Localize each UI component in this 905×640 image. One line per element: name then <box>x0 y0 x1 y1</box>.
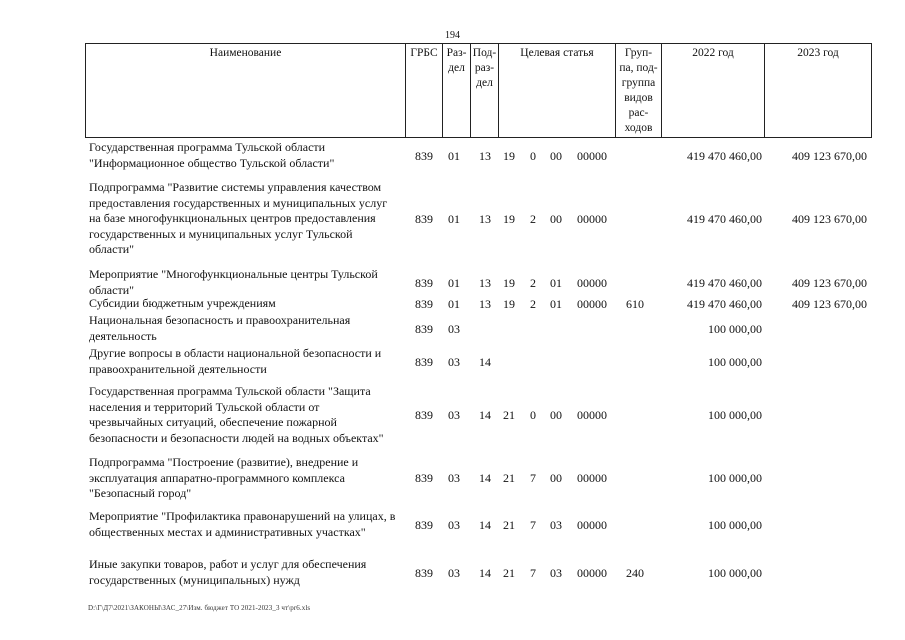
cell-prz: 14 <box>479 565 491 580</box>
header-group-line: па, под- <box>619 62 658 74</box>
cell-t2: 7 <box>530 565 536 580</box>
cell-t3: 03 <box>550 565 562 580</box>
cell-t4: 00000 <box>577 211 607 226</box>
cell-t4: 00000 <box>577 275 607 290</box>
row-name <box>89 557 405 588</box>
cell-grbs: 839 <box>415 148 433 163</box>
table-row <box>0 140 905 171</box>
table-row <box>0 509 905 540</box>
row-name-line: Национальная безопасность и правоохранительная <box>89 313 351 327</box>
cell-t2: 0 <box>530 408 536 422</box>
cell-amount-2022: 100 000,00 <box>708 408 762 422</box>
table-header <box>85 43 872 138</box>
cell-t3: 03 <box>550 517 562 532</box>
table-row <box>0 346 905 377</box>
cell-rz: 01 <box>448 275 460 290</box>
row-name-line: безопасности и безопасности людей на водных объектах" <box>89 430 384 445</box>
header-podrazdel <box>471 44 499 137</box>
cell-t2: 7 <box>530 471 536 486</box>
cell-grbs: 839 <box>415 517 433 532</box>
cell-t4: 00000 <box>577 565 607 580</box>
cell-grbs: 839 <box>415 471 433 486</box>
header-group-line: группа <box>621 77 656 89</box>
cell-grbs: 839 <box>415 354 433 369</box>
cell-t2: 2 <box>530 211 536 226</box>
row-name-line: Мероприятие "Многофункциональные центры Тульской <box>89 267 378 281</box>
cell-amount-2023: 409 123 670,00 <box>792 148 867 163</box>
cell-t1: 21 <box>503 471 515 486</box>
cell-vr: 240 <box>626 565 644 580</box>
cell-t3: 00 <box>550 408 562 422</box>
cell-amount-2022: 419 470 460,00 <box>687 211 762 226</box>
cell-grbs: 839 <box>415 565 433 580</box>
cell-t2: 0 <box>530 148 536 163</box>
row-name <box>89 384 405 446</box>
cell-t1: 21 <box>503 565 515 580</box>
cell-prz: 13 <box>479 148 491 163</box>
cell-t4: 00000 <box>577 471 607 486</box>
cell-amount-2023: 409 123 670,00 <box>792 296 867 311</box>
row-name-line: предоставления государственных и муниципальных услуг <box>89 195 388 210</box>
row-name-line: государственных (муниципальных) нужд <box>89 572 300 587</box>
cell-rz: 03 <box>448 565 460 580</box>
row-name-line: эксплуатация аппаратно-программного комплекса <box>89 470 345 485</box>
row-name <box>89 346 405 377</box>
cell-t4: 00000 <box>577 148 607 163</box>
header-2023: 2023 год <box>797 47 839 59</box>
cell-rz: 01 <box>448 296 460 311</box>
cell-t3: 00 <box>550 211 562 226</box>
header-razdel <box>443 44 471 137</box>
cell-t1: 19 <box>503 296 515 311</box>
header-grbs: ГРБС <box>406 44 443 137</box>
header-2022: 2022 год <box>662 44 765 137</box>
table-row <box>0 384 905 446</box>
cell-t1: 19 <box>503 148 515 163</box>
header-razdel-line: Раз- <box>446 47 467 59</box>
cell-prz: 14 <box>479 517 491 532</box>
file-path-footer: D:\Г\Д7\2021\ЗАКОНЫ\ЗАС_27\Изм. бюджет ТО 2021-2023_3 чт\pr6.xls <box>88 604 311 612</box>
cell-t4: 00000 <box>577 296 607 311</box>
cell-t3: 01 <box>550 275 562 290</box>
cell-t2: 2 <box>530 275 536 290</box>
cell-t3: 00 <box>550 471 562 486</box>
cell-rz: 03 <box>448 471 460 486</box>
cell-amount-2023: 409 123 670,00 <box>792 211 867 226</box>
cell-grbs: 839 <box>415 275 433 290</box>
header-podrazdel-line: раз- <box>474 62 495 74</box>
row-name-line: "Информационное общество Тульской области" <box>89 155 335 170</box>
row-name-line: Государственная программа Тульской области <box>89 140 326 154</box>
cell-rz: 03 <box>448 354 460 369</box>
header-podrazdel-line: дел <box>476 77 493 89</box>
row-name-line: Мероприятие "Профилактика правонарушений на улицах, в <box>89 509 396 523</box>
header-group-line: Груп- <box>624 47 653 59</box>
row-name-line: государственных и муниципальных услуг Тульской <box>89 226 353 241</box>
cell-prz: 14 <box>479 408 491 422</box>
cell-t2: 7 <box>530 517 536 532</box>
cell-t4: 00000 <box>577 408 607 422</box>
header-group-line: рас- <box>628 107 649 119</box>
row-name-line: "Безопасный город" <box>89 486 192 500</box>
row-name-line: чрезвычайных ситуаций, обеспечение пожарной <box>89 415 337 429</box>
row-name-line: на базе многофункциональных центров предоставления <box>89 211 376 225</box>
header-name: Наименование <box>86 44 406 137</box>
cell-t4: 00000 <box>577 517 607 532</box>
row-name <box>89 509 405 540</box>
cell-amount-2022: 100 000,00 <box>708 471 762 486</box>
table-row <box>0 296 905 312</box>
row-name <box>89 140 405 171</box>
table-row <box>0 180 905 258</box>
cell-amount-2022: 419 470 460,00 <box>687 148 762 163</box>
cell-grbs: 839 <box>415 321 433 336</box>
cell-amount-2022: 100 000,00 <box>708 517 762 532</box>
row-name-line: области" <box>89 282 135 297</box>
table-row <box>0 557 905 588</box>
cell-t2: 2 <box>530 296 536 311</box>
row-name <box>89 313 405 344</box>
header-target: Целевая статья <box>499 44 616 137</box>
row-name-line: населения и территорий Тульской области от <box>89 399 320 414</box>
cell-t1: 19 <box>503 275 515 290</box>
cell-t3: 00 <box>550 148 562 163</box>
cell-amount-2022: 419 470 460,00 <box>687 275 762 290</box>
table-row <box>0 313 905 344</box>
row-name-line: правоохранительной деятельности <box>89 361 267 376</box>
row-name-line: деятельность <box>89 328 157 343</box>
cell-rz: 03 <box>448 321 460 336</box>
cell-rz: 03 <box>448 408 460 422</box>
row-name-line: общественных местах и административных участках" <box>89 524 366 539</box>
cell-t3: 01 <box>550 296 562 311</box>
cell-t1: 21 <box>503 517 515 532</box>
cell-grbs: 839 <box>415 408 433 422</box>
row-name <box>89 455 405 502</box>
cell-amount-2022: 100 000,00 <box>708 565 762 580</box>
page-number: 194 <box>445 30 460 41</box>
row-name-line: Иные закупки товаров, работ и услуг для обеспечения <box>89 557 367 571</box>
cell-rz: 03 <box>448 517 460 532</box>
row-name-line: Другие вопросы в области национальной безопасности и <box>89 346 382 360</box>
cell-t1: 21 <box>503 408 515 422</box>
header-podrazdel-line: Под- <box>472 47 497 59</box>
row-name-line: области" <box>89 242 135 256</box>
cell-amount-2022: 100 000,00 <box>708 354 762 369</box>
row-name-line: Подпрограмма "Построение (развитие), внедрение и <box>89 455 359 469</box>
cell-prz: 13 <box>479 275 491 290</box>
cell-amount-2022: 100 000,00 <box>708 321 762 336</box>
row-name-line: Субсидии бюджетным учреждениям <box>89 296 276 310</box>
cell-rz: 01 <box>448 211 460 226</box>
row-name <box>89 180 405 258</box>
header-group-line: ходов <box>624 122 653 134</box>
row-name <box>89 267 405 298</box>
cell-prz: 14 <box>479 471 491 486</box>
cell-amount-2023: 409 123 670,00 <box>792 275 867 290</box>
cell-grbs: 839 <box>415 211 433 226</box>
table-row <box>0 455 905 502</box>
row-name-line: Государственная программа Тульской области "Защита <box>89 384 371 398</box>
cell-t1: 19 <box>503 211 515 226</box>
cell-vr: 610 <box>626 296 644 311</box>
row-name <box>89 296 405 312</box>
cell-prz: 13 <box>479 296 491 311</box>
header-group-line: видов <box>624 92 653 104</box>
cell-prz: 13 <box>479 211 491 226</box>
row-name-line: Подпрограмма "Развитие системы управления качеством <box>89 180 382 194</box>
cell-prz: 14 <box>479 354 491 369</box>
cell-grbs: 839 <box>415 296 433 311</box>
header-group <box>616 44 662 137</box>
header-razdel-line: дел <box>448 62 465 74</box>
table-row <box>0 267 905 298</box>
cell-amount-2022: 419 470 460,00 <box>687 296 762 311</box>
cell-rz: 01 <box>448 148 460 163</box>
